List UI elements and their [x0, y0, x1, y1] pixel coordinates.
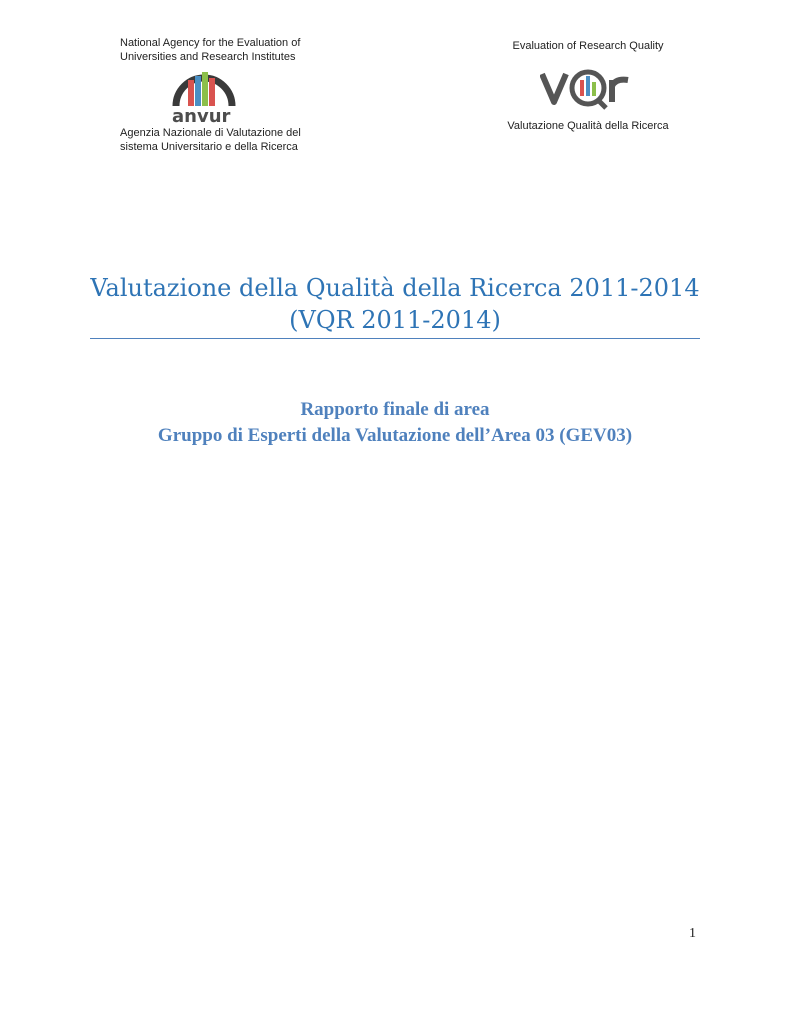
- document-title: [90, 272, 700, 336]
- vqr-logo-graphic: [540, 62, 636, 110]
- document-subtitle-line2: Gruppo di Esperti della Valutazione dell’Area 03 (GEV03): [157, 425, 633, 446]
- vqr-logo: [498, 62, 678, 110]
- vqr-logo-block: [498, 40, 678, 132]
- anvur-italian-line1: Agenzia Nazionale di Valutazione del: [120, 127, 301, 139]
- anvur-english-name: [120, 36, 340, 64]
- vqr-top-text: Evaluation of Research Quality: [512, 40, 664, 52]
- anvur-italian-line2: sistema Universitario e della Ricerca: [120, 141, 298, 153]
- anvur-english-line2: Universities and Research Institutes: [120, 51, 296, 63]
- document-title-line2: (VQR 2011-2014): [289, 306, 501, 334]
- anvur-wordmark: anvur: [172, 106, 231, 124]
- vqr-bottom-text: Valutazione Qualità della Ricerca: [507, 120, 669, 132]
- page-number: 1: [689, 926, 696, 941]
- document-subtitle-line1: Rapporto finale di area: [300, 399, 490, 420]
- document-subtitle: [90, 397, 700, 449]
- anvur-logo-graphic: [170, 66, 250, 124]
- anvur-logo-block: [120, 36, 340, 154]
- anvur-english-line1: National Agency for the Evaluation of: [120, 37, 301, 49]
- anvur-italian-name: [120, 126, 340, 154]
- document-title-line1: Valutazione della Qualità della Ricerca 2011-2014: [90, 274, 700, 302]
- anvur-logo: [120, 66, 340, 124]
- title-divider: [90, 338, 700, 339]
